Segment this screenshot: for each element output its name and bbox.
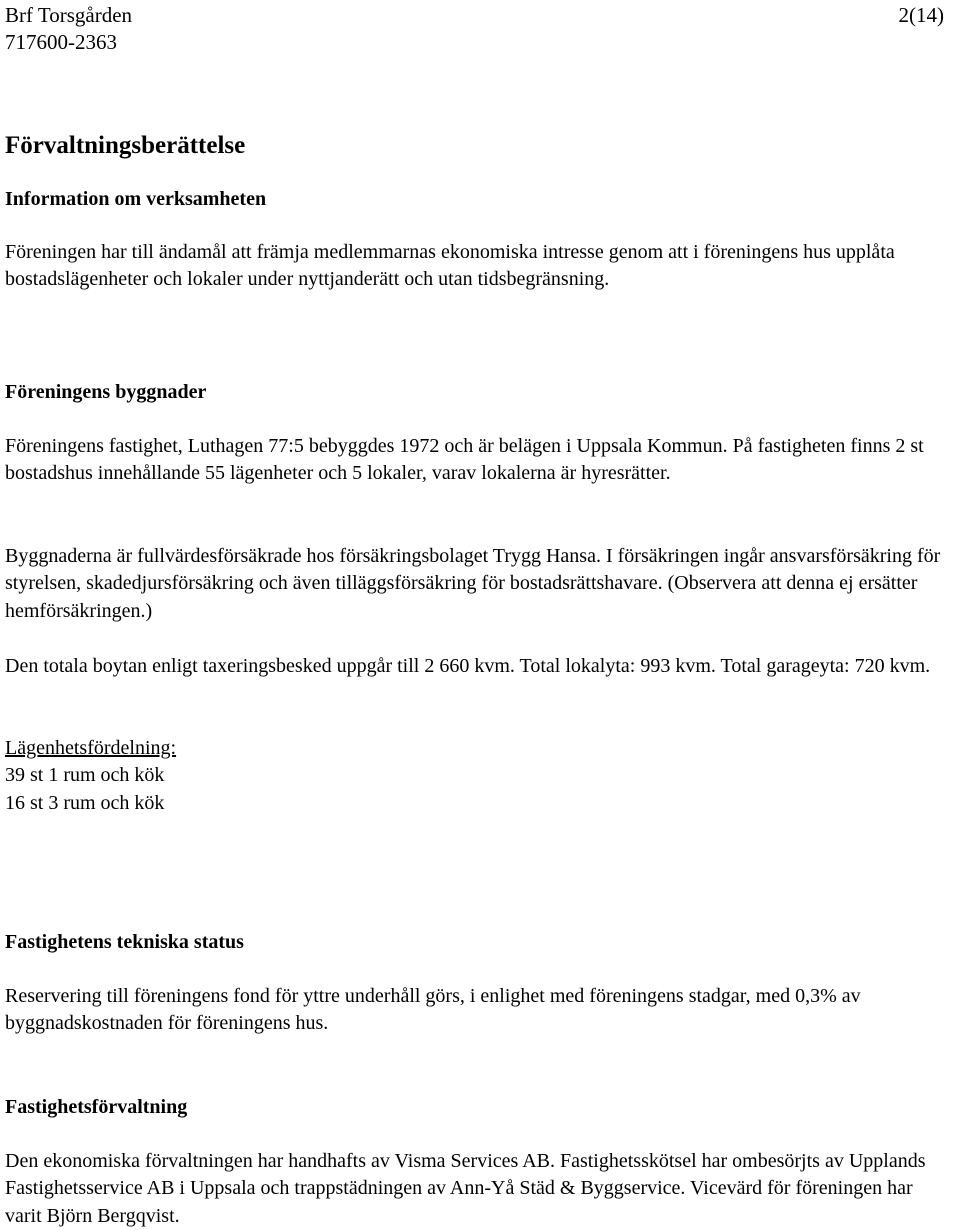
heading-technical-status: Fastighetens tekniska status: [5, 931, 244, 953]
page-header-left: [5, 2, 132, 56]
paragraph-insurance: Byggnaderna är fullvärdesförsäkrade hos försäkringsbolaget Trygg Hansa. I försäkringen ingår ansvarsförsäkring för styrelsen, skadedjursförsäkring och även tilläggsförsäkring för bostadsrättshavare. (Observera att denna ej ersätter hemförsäkringen.): [5, 545, 941, 622]
organization-name: Brf Torsgården: [5, 3, 133, 27]
paragraph-technical-status: Reservering till föreningens fond för yttre underhåll görs, i enlighet med föreningens stadgar, med 0,3% av byggnadskostnaden för föreningens hus.: [5, 985, 861, 1035]
apartment-distribution: [5, 735, 944, 817]
paragraph-information: Föreningen har till ändamål att främja medlemmarnas ekonomiska intresse genom att i föreningens hus upplåta bostadslägenheter och lokaler under nyttjanderätt och utan tidsbegränsning.: [5, 241, 895, 291]
organization-number: 717600-2363: [5, 30, 117, 54]
heading-information: Information om verksamheten: [5, 188, 267, 210]
distribution-item: 16 st 3 rum och kök: [5, 791, 165, 814]
page-number: 2(14): [898, 3, 944, 27]
distribution-label: Lägenhetsfördelning:: [5, 737, 177, 759]
paragraph-property-management: Den ekonomiska förvaltningen har handhafts av Visma Services AB. Fastighetsskötsel har ombesörjts av Upplands Fastighetsservice AB i Uppsala och trappstädningen av Ann-Yå Städ & Byggservice. Vicevärd för föreningen har varit Björn Bergqvist.: [5, 1150, 926, 1227]
paragraph-property: Föreningens fastighet, Luthagen 77:5 bebyggdes 1972 och är belägen i Uppsala Kommun. På fastigheten finns 2 st bostadshus innehållande 55 lägenheter och 5 lokaler, varav lokalerna är hyresrätter.: [5, 435, 924, 485]
heading-buildings: Föreningens byggnader: [5, 381, 207, 403]
page-title: Förvaltningsberättelse: [5, 132, 246, 159]
distribution-item: 39 st 1 rum och kök: [5, 764, 165, 787]
paragraph-area: Den totala boytan enligt taxeringsbesked uppgår till 2 660 kvm. Total lokalyta: 993 kvm. Total garageyta: 720 kvm.: [5, 655, 931, 677]
heading-property-management: Fastighetsförvaltning: [5, 1096, 188, 1118]
